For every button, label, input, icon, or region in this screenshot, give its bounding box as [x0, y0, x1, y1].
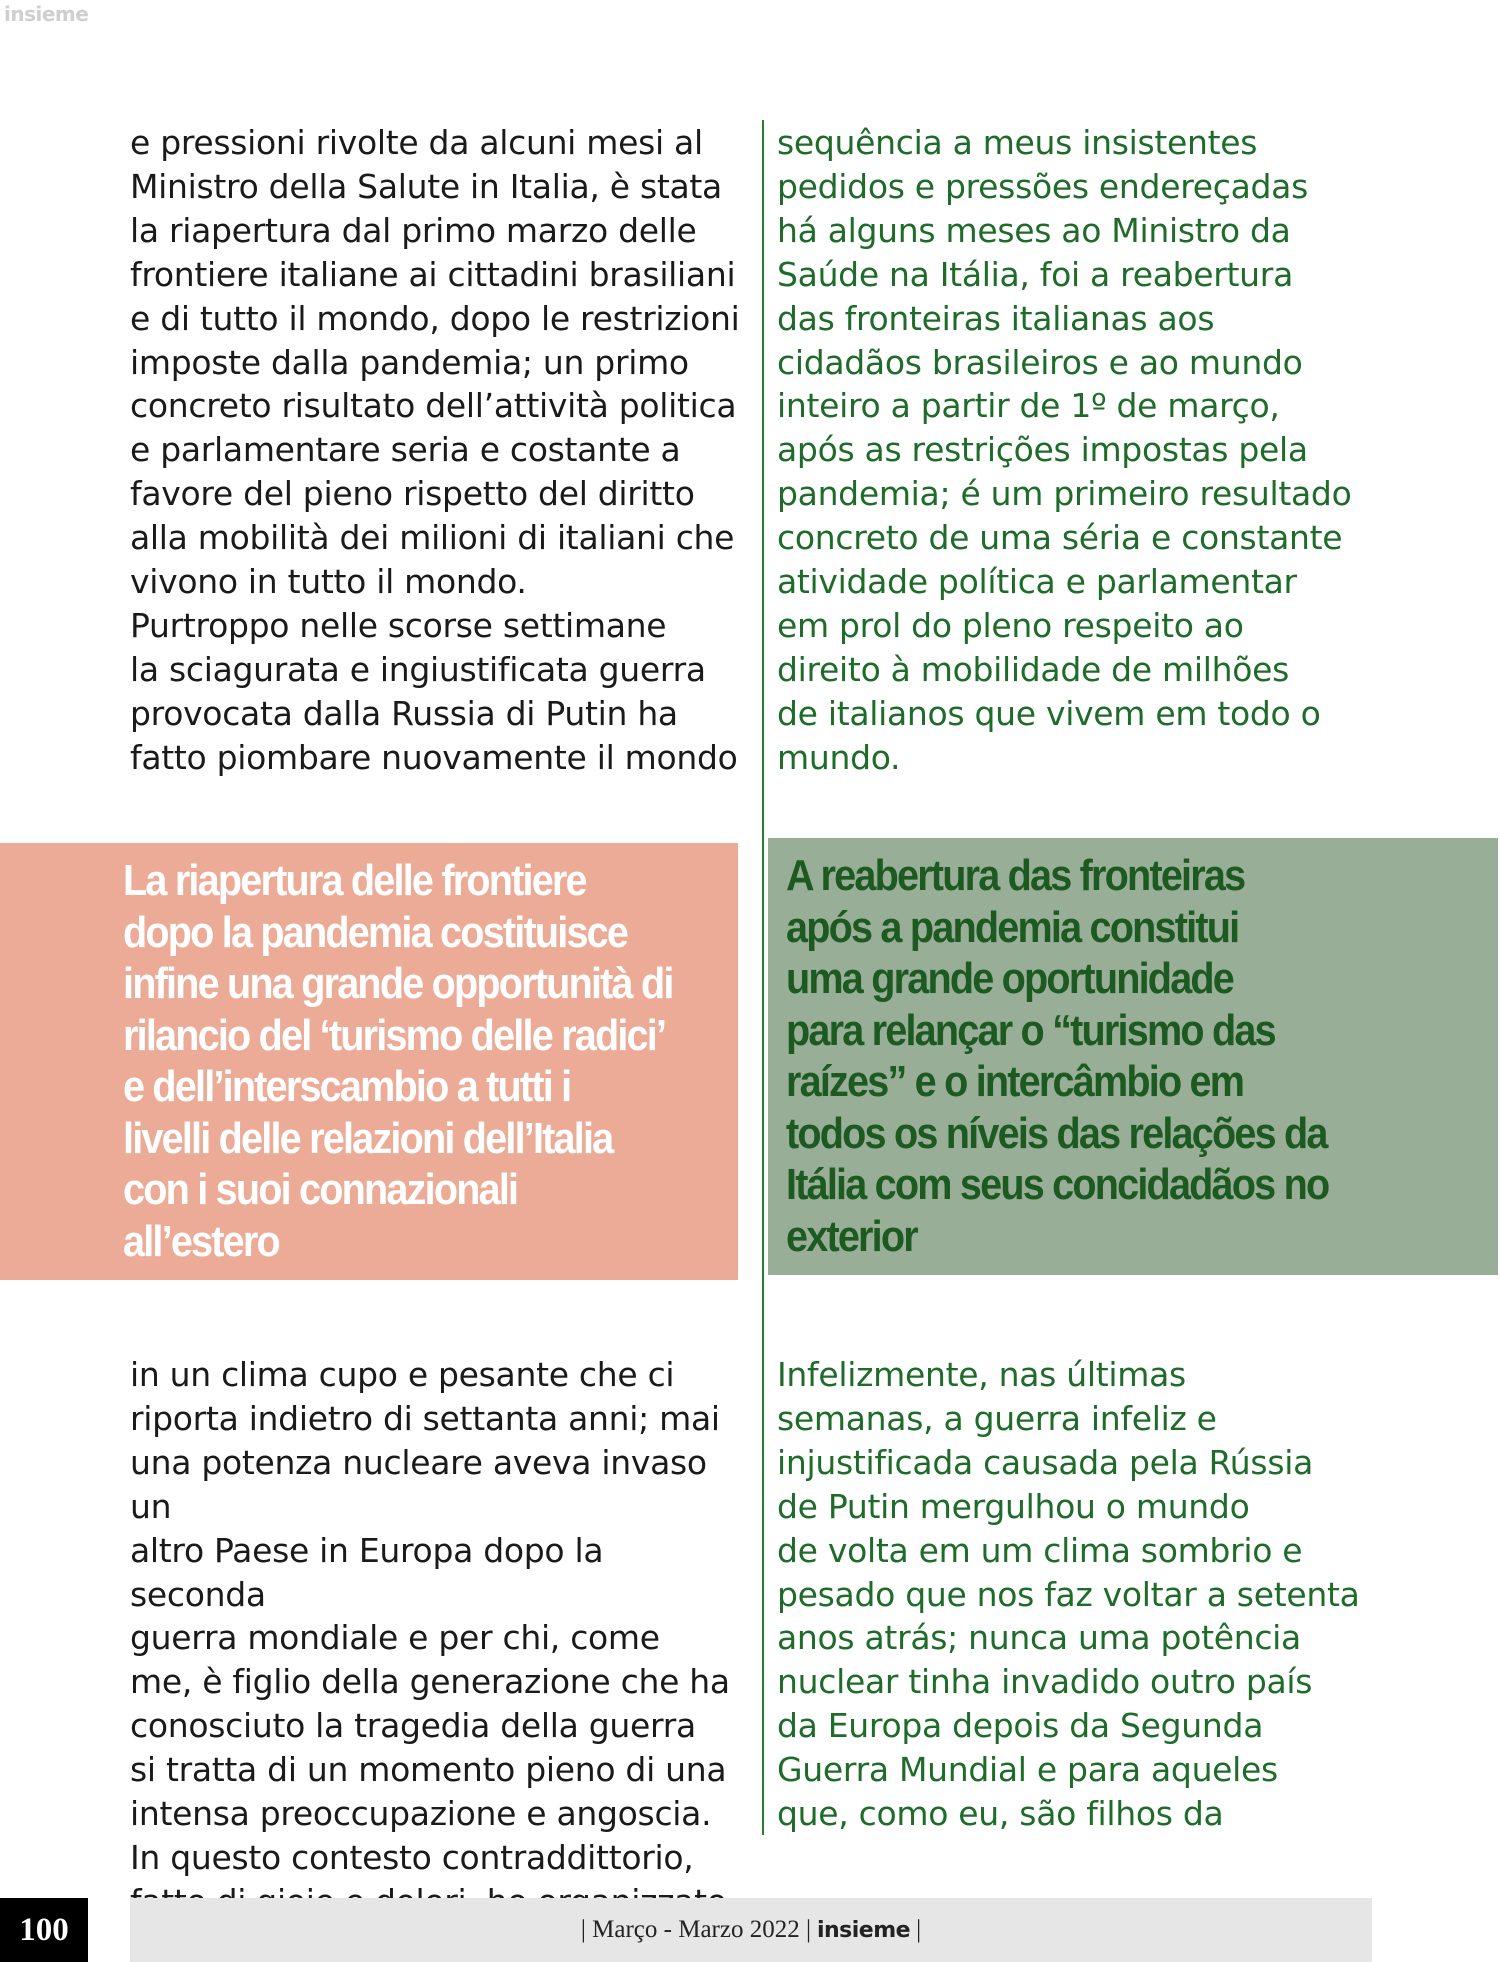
portuguese-text-bottom: Infelizmente, nas últimas semanas, a guerra infeliz e injustificada causada pela Rússia de Putin mergulhou o mundo de volta em um clima sombrio e pesado que nos faz voltar a setenta anos atrás; nunca uma potência nuclear tinha invadido outro país da Europa depois da Segunda Guerra Mundial e para aqueles que, como eu, são filhos da: [777, 1355, 1360, 1834]
pull-quote-italian: [0, 843, 738, 1280]
footer-bar: [130, 1898, 1372, 1962]
column-divider: [762, 120, 764, 1835]
footer-separator: |: [916, 1916, 922, 1943]
portuguese-text-top: sequência a meus insistentes pedidos e pressões endereçadas há alguns meses ao Ministro da Saúde na Itália, foi a reabertura das fronteiras italianas aos cidadãos brasileiros e ao mundo inteiro a partir de 1º de março, após as restrições impostas pela pandemia; é um primeiro resultado concreto de uma séria e constante atividade política e parlamentar em prol do pleno respeito ao direito à mobilidade de milhões de italianos que vivem em todo o mundo.: [777, 123, 1352, 777]
page-number: 100: [0, 1898, 88, 1962]
italian-text-top: e pressioni rivolte da alcuni mesi al Ministro della Salute in Italia, è stata la riapertura dal primo marzo delle frontiere italiane ai cittadini brasiliani e di tutto il mondo, dopo le restrizioni imposte dalla pandemia; un primo concreto risultato dell’attività politica e parlamentare seria e costante a favore del pieno rispetto del diritto alla mobilità dei milioni di italiani che vivono in tutto il mondo. Purtroppo nelle scorse settimane la sciagurata e ingiustificata guerra provocata dalla Russia di Putin ha fatto piombare nuovamente il mondo: [130, 123, 740, 777]
masthead-logo: insieme: [4, 2, 89, 26]
footer-date: | Março - Marzo 2022 |: [580, 1916, 811, 1943]
pull-quote-portuguese: [768, 838, 1498, 1275]
italian-text-bottom: in un clima cupo e pesante che ci riporta indietro di settanta anni; mai una potenza nucleare aveva invaso un altro Paese in Europa dopo la seconda guerra mondiale e per chi, come me, è figlio della generazione che ha conosciuto la tragedia della guerra si tratta di un momento pieno di una intensa preoccupazione e angoscia. In questo contesto contraddittorio,: [130, 1355, 730, 1877]
pull-quote-italian-text: La riapertura delle frontiere dopo la pandemia costituisce infine una grande opportunità di rilancio del ‘turismo delle radici’ e dell’interscambio a tutti i livelli delle relazioni dell’Italia con i suoi connazionali all’estero: [123, 856, 673, 1266]
pull-quote-portuguese-text: A reabertura das fronteiras após a pandemia constitui uma grande oportunidade para relançar o “turismo das raízes” e o intercâmbio em todos os níveis das relações da Itália com seus concidadãos no exterior: [786, 851, 1329, 1261]
footer-brand: insieme: [816, 1917, 911, 1943]
